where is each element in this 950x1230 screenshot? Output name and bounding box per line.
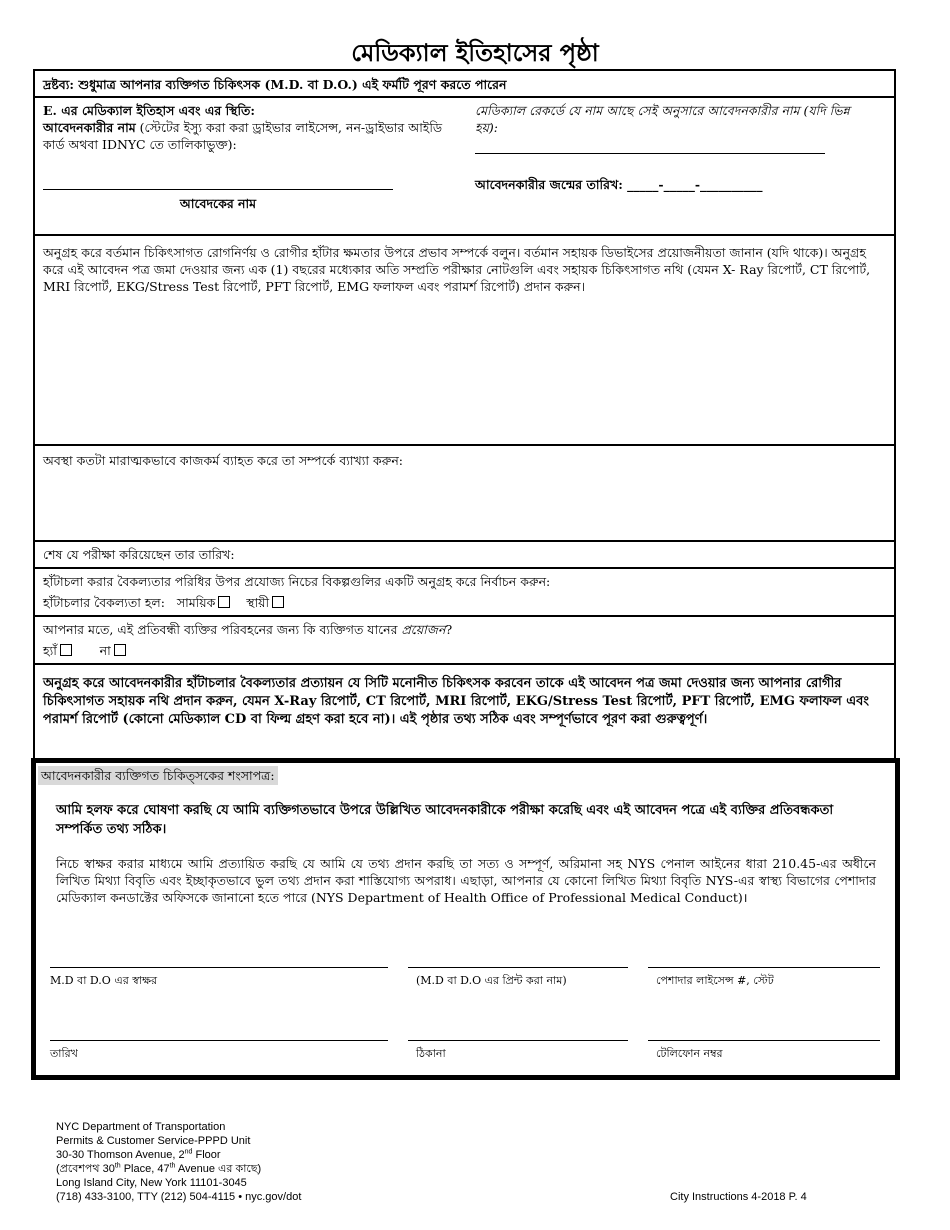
- certification-legal: নিচে স্বাক্ষর করার মাধ্যমে আমি প্রত্যায়িত করছি যে আমি যে তথ্য প্রদান করছি তা সত্য ও সম্পূর্ণ, অরিমানা সহ NYS পেনাল আইনের ধারা 210.45-এর অধীনে লিখিত মিথ্যা বিবৃতি এবং ইচ্ছাকৃতভাবে ভুল তথ্য প্রদান করা শাস্তিযোগ্য অপরাধ। এছাড়া, আপনার যে কোনো লিখিত মিথ্যা বিবৃতি NYS-এর স্বাস্থ্য বিভাগের পেশাদার মেডিক্যাল কনডাক্টের অফিসকে জানানো হতে পারে (NYS Department of Health Office of Professional Medical Conduct)।: [56, 856, 876, 905]
- certification-box: [31, 758, 900, 1080]
- applicant-name-label: আবেদনকারীর নাম: [43, 120, 136, 135]
- footer-address: [56, 1120, 301, 1204]
- footer-line6: (718) 433-3100, TTY (212) 504-4115 • nyc.gov/dot: [56, 1191, 302, 1203]
- section-e: [33, 96, 896, 234]
- signature-label: M.D বা D.O এর স্বাক্ষর: [50, 974, 158, 987]
- address-field[interactable]: [408, 1040, 628, 1041]
- vehicle-question-end: ?: [445, 622, 453, 637]
- printed-name-label: (M.D বা D.O এর প্রিন্ট করা নাম): [416, 974, 567, 987]
- vehicle-question-italic: প্রয়োজন: [401, 622, 446, 637]
- applicant-name-caption: আবেদকের নাম: [179, 196, 257, 211]
- last-exam-section: [33, 540, 896, 567]
- permanent-checkbox[interactable]: [272, 596, 284, 608]
- no-checkbox[interactable]: [114, 644, 126, 656]
- vehicle-options: [43, 642, 126, 659]
- dob-label[interactable]: আবেদনকারীর জন্মের তারিখ: _____-_____-__________: [475, 177, 763, 192]
- diagnosis-instructions: অনুগ্রহ করে বর্তমান চিকিৎসাগত রোগনির্ণয় ও রোগীর হাঁটার ক্ষমতার উপরে প্রভাব সম্পর্কে বলুন। বর্তমান সহায়ক ডিভাইসের প্রয়োজনীয়তা জানান (যদি থাকে)। অনুগ্রহ করে এই আবেদন পত্র জমা দেওয়ার জন্য এক (1) বছরের মধ্যেকার অতি সম্প্রতি পরীক্ষার নোটগুলি এবং সহায়ক চিকিৎসাগত নথি (যেমন X- Ray রিপোর্ট, CT রিপোর্ট, MRI রিপোর্ট, EKG/Stress Test রিপোর্ট, PFT রিপোর্ট, EMG ফলাফল এবং পরামর্শ রিপোর্ট) প্রদান করুন।: [43, 245, 871, 294]
- option-no-label: না: [99, 643, 111, 658]
- printed-name-field[interactable]: [408, 967, 628, 968]
- applicant-name-field[interactable]: [43, 189, 393, 190]
- disability-scope-section: [33, 567, 896, 615]
- diagnosis-section: [33, 234, 896, 444]
- certification-header: আবেদনকারীর ব্যক্তিগত চিকিত্সকের শংসাপত্র:: [38, 766, 278, 785]
- last-exam-label: শেষ যে পরীক্ষা করিয়েছেন তার তারিখ:: [43, 547, 235, 562]
- applicant-block: [43, 102, 443, 153]
- footer-line5: Long Island City, New York 11101-3045: [56, 1177, 247, 1189]
- address-label: ঠিকানা: [416, 1047, 446, 1060]
- page-title: মেডিক্যাল ইতিহাসের পৃষ্ঠা: [351, 39, 599, 67]
- evaluation-section: [33, 663, 896, 760]
- yes-checkbox[interactable]: [60, 644, 72, 656]
- footer-line4: (প্রবেশপথ 30th Place, 47th Avenue এর কাছে): [56, 1162, 262, 1175]
- disability-scope-question: হাঁটাচলা করার বৈকল্যতার পরিধির উপর প্রযোজ্য নিচের বিকল্পগুলির একটি অনুগ্রহ করে নির্বাচন করুন:: [43, 574, 551, 589]
- vehicle-need-question: [43, 621, 452, 638]
- section-e-heading: E. এর মেডিক্যাল ইতিহাস এবং এর স্থিতি:: [43, 103, 256, 118]
- option-temporary-label: সাময়িক: [176, 595, 216, 610]
- footer-line2: Permits & Customer Service-PPPD Unit: [56, 1135, 251, 1147]
- date-label: তারিখ: [50, 1047, 78, 1060]
- footer-line1: NYC Department of Transportation: [56, 1121, 226, 1133]
- note-text: দ্রষ্টব্য: শুধুমাত্র আপনার ব্যক্তিগত চিকিৎসক (M.D. বা D.O.) এই ফর্মটি পূরণ করতে পারেন: [43, 77, 507, 92]
- record-name-label: মেডিক্যাল রেকর্ডে যে নাম আছে সেই অনুসারে আবেদনকারীর নাম (যদি ভিন্ন হয়):: [475, 103, 850, 135]
- signature-field[interactable]: [50, 967, 388, 968]
- license-field[interactable]: [648, 967, 880, 968]
- temporary-checkbox[interactable]: [218, 596, 230, 608]
- certification-oath: আমি হলফ করে ঘোষণা করছি যে আমি ব্যক্তিগতভাবে উপরে উল্লিখিত আবেদনকারীকে পরীক্ষা করেছি এবং এই আবেদন পত্রে এই ব্যক্তির প্রতিবন্ধকতা সম্পর্কিত তথ্য সঠিক।: [56, 803, 834, 837]
- footer-page-ref: City Instructions 4-2018 P. 4: [670, 1191, 807, 1203]
- severity-section: [33, 444, 896, 540]
- vehicle-question-text: আপনার মতে, এই প্রতিবন্ধী ব্যক্তির পরিবহনের জন্য কি ব্যক্তিগত যানের: [43, 622, 398, 637]
- severity-label: অবস্থা কতটা মারাত্মকভাবে কাজকর্ম ব্যাহত করে তা সম্পর্কে ব্যাখ্যা করুন:: [43, 453, 403, 468]
- disability-prefix: হাঁটাচলার বৈকল্যতা হল:: [43, 595, 165, 610]
- phone-label: টেলিফোন নম্বর: [656, 1047, 723, 1060]
- applicant-name-hint: (স্টেটের ইস্যু করা করা ড্রাইভার লাইসেন্স, নন-ড্রাইভার আইডি কার্ড অথবা IDNYC তে তালিকাভুক্ত):: [43, 120, 443, 152]
- phone-field[interactable]: [648, 1040, 880, 1041]
- date-field[interactable]: [50, 1040, 388, 1041]
- evaluation-note: অনুগ্রহ করে আবেদনকারীর হাঁটাচলার বৈকল্যতার প্রত্যায়ন যে সিটি মনোনীত চিকিৎসক করবেন তাকে এই আবেদন পত্র জমা দেওয়ার জন্য আপনার রোগীর চিকিৎসাগত সহায়ক নথি প্রদান করুন, যেমন X-Ray রিপোর্ট, CT রিপোর্ট, MRI রিপোর্ট, EKG/Stress Test রিপোর্ট, PFT রিপোর্ট, EMG ফলাফল এবং পরামর্শ রিপোর্ট (কোনো মেডিক্যাল CD বা ফিল্ম গ্রহণ করা হবে না)। এই পৃষ্ঠার তথ্য সঠিক এবং সম্পূর্ণভাবে পূরণ করা গুরুত্বপূর্ণ।: [43, 676, 869, 727]
- option-yes-label: হ্যাঁ: [43, 643, 57, 658]
- license-label: পেশাদার লাইসেন্স #, স্টেট: [656, 974, 774, 987]
- disability-options: [43, 594, 284, 611]
- record-name-field[interactable]: [475, 153, 825, 154]
- note-row: [33, 69, 896, 96]
- vehicle-need-section: [33, 615, 896, 663]
- option-permanent-label: স্থায়ী: [246, 595, 270, 610]
- footer-line3: 30-30 Thomson Avenue, 2nd Floor: [56, 1148, 221, 1161]
